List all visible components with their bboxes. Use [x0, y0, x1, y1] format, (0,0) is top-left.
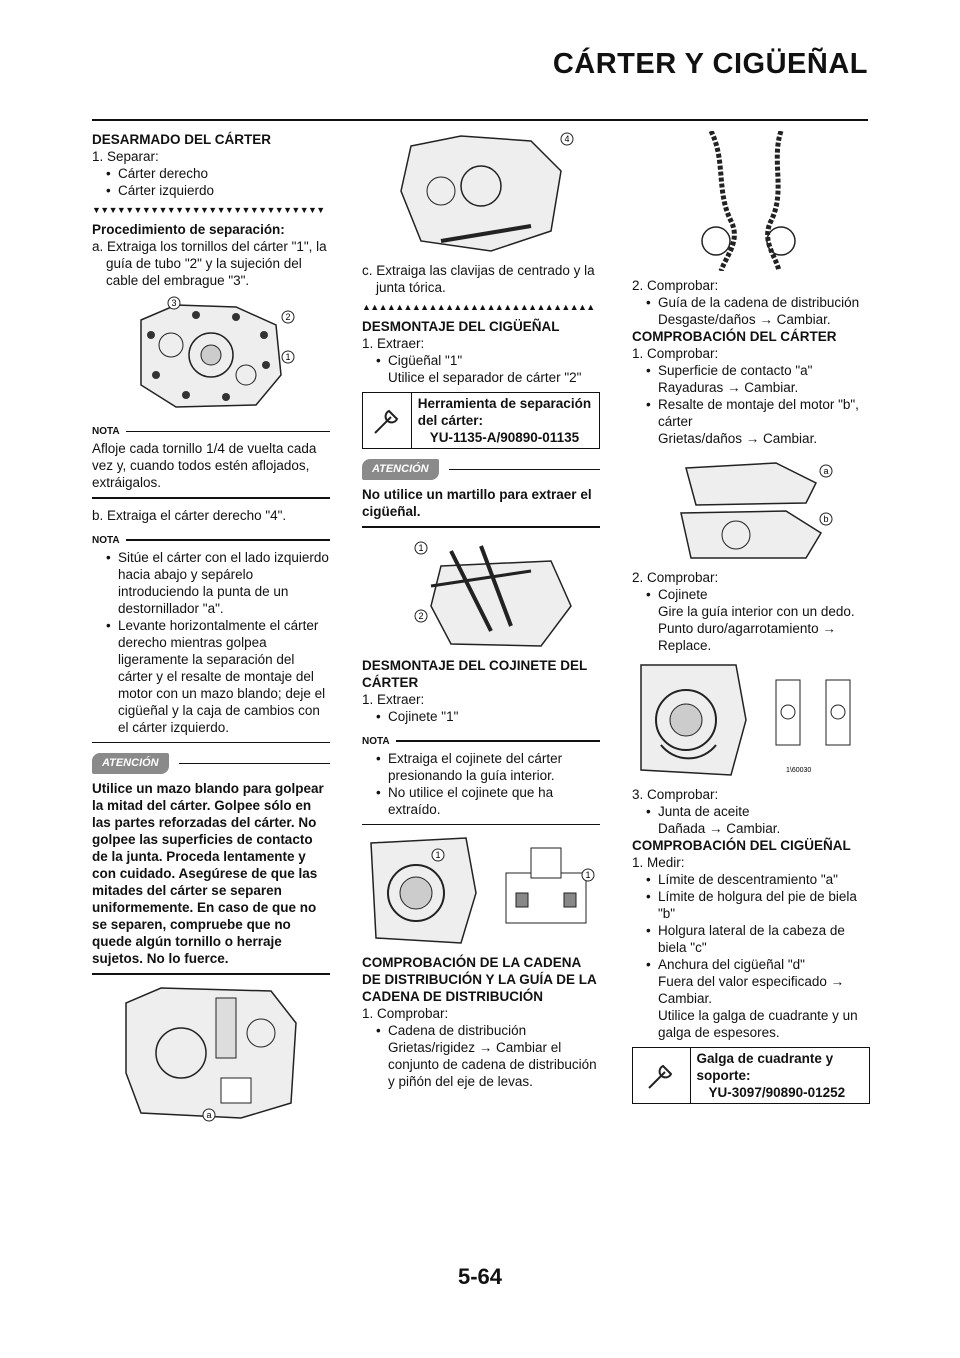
tool-code: YU-1135-A/90890-01135	[429, 430, 580, 445]
tool-name: Galga de cuadrante y soporte:	[696, 1051, 834, 1083]
callout-1: 1	[435, 850, 441, 860]
bullet-continuation: Grietas/rigidez → Cambiar el conjunto de cadena de distribución y piñón del eje de levas.	[388, 1040, 597, 1089]
bullet-continuation: Fuera del valor especificado → Cambiar.	[658, 974, 845, 1006]
crankcase-bolts-figure	[116, 295, 306, 415]
tool-code: YU-3097/90890-01252	[708, 1085, 846, 1100]
attention-end-rule	[362, 526, 600, 528]
callout-b: b	[823, 514, 829, 524]
step: a. Extraiga los tornillos del cárter "1", la guía de tubo "2" y la sujeción del cable del embrague "3".	[92, 239, 327, 288]
crankcase-figure-4	[381, 131, 581, 256]
attention-end-rule	[92, 973, 330, 975]
bullet-item: • Holgura lateral de la cabeza de biela "c"	[632, 922, 870, 956]
step: c. Extraiga las clavijas de centrado y la junta tórica.	[362, 263, 595, 295]
bullet-item: • Resalte de montaje del motor "b", cárter	[632, 396, 870, 430]
procedure-start-marker: ▼▼▼▼▼▼▼▼▼▼▼▼▼▼▼▼▼▼▼▼▼▼▼▼▼▼▼▼	[92, 205, 325, 215]
bullet-item: • Cojinete "1"	[362, 708, 600, 725]
bullet-continuation: Grietas/daños → Cambiar.	[658, 431, 818, 446]
bullet-item: • Anchura del cigüeñal "d"	[632, 956, 870, 973]
crankcase-separation-figure	[121, 983, 301, 1123]
step: 2. Comprobar:	[632, 570, 719, 585]
bullet-item: • Guía de la cadena de distribución	[632, 294, 870, 311]
bullet-item: • Límite de descentramiento "a"	[632, 871, 870, 888]
step: 3. Comprobar:	[632, 787, 719, 802]
callout-1: 1	[285, 352, 291, 362]
procedure-end-marker: ▲▲▲▲▲▲▲▲▲▲▲▲▲▲▲▲▲▲▲▲▲▲▲▲▲▲▲▲	[362, 302, 595, 312]
figure-code: 1\60030	[786, 767, 812, 774]
section-heading: COMPROBACIÓN DEL CIGÜEÑAL	[632, 838, 851, 853]
bullet-item: • Cadena de distribución	[362, 1022, 600, 1039]
wrench-icon	[369, 403, 405, 439]
step: 1. Comprobar:	[632, 346, 719, 361]
callout-1: 1	[585, 870, 591, 880]
callout-4: 4	[564, 134, 570, 144]
attention-header	[92, 753, 330, 774]
note-end-rule	[92, 497, 330, 499]
callout-2: 2	[418, 610, 424, 621]
section-heading: DESMONTAJE DEL COJINETE DEL CÁRTER	[362, 657, 588, 690]
note-bullet: • No utilice el cojinete que ha extraído.	[362, 784, 600, 818]
bearing-check-figure	[636, 660, 866, 780]
step: 1. Comprobar:	[362, 1006, 449, 1021]
callout-2: 2	[285, 312, 291, 322]
column-3	[632, 131, 870, 1110]
step: b. Extraiga el cárter derecho "4".	[92, 507, 287, 523]
step: 2. Comprobar:	[632, 278, 719, 293]
bullet-item: • Límite de holgura del pie de biela "b"	[632, 888, 870, 922]
section-heading: COMPROBACIÓN DE LA CADENA DE DISTRIBUCIÓN Y LA GUÍA DE LA CADENA DE DISTRIBUCIÓN	[362, 955, 597, 1004]
tool-name: Herramienta de separación del cárter:	[417, 396, 592, 428]
crankshaft-separator-figure	[381, 536, 581, 651]
bullet-continuation: Gire la guía interior con un dedo. Punto duro/agarrotamiento → Replace.	[658, 604, 855, 653]
attention-badge: ATENCIÓN	[92, 753, 169, 774]
bullet-item: • Junta de aceite	[632, 803, 870, 820]
attention-text: Utilice un mazo blando para golpear la mitad del cárter. Golpee sólo en las partes reforzadas del cárter. No golpee las superficies de contacto de la junta. Proceda lentamente y con cuidado. Asegúrese de que las mitades del cárter se separen uniformemente. En caso de que no se separen, compruebe que no quede algún tornillo o herraje sujetos. No lo fuerce.	[92, 781, 324, 966]
column-2	[362, 131, 600, 1090]
step: 1. Separar:	[92, 149, 159, 164]
note-header: NOTA	[92, 532, 330, 549]
procedure-heading: Procedimiento de separación:	[92, 222, 285, 237]
page-number: 5-64	[457, 1264, 503, 1289]
section-heading: DESMONTAJE DEL CIGÜEÑAL	[362, 319, 560, 334]
attention-text: No utilice un martillo para extraer el cigüeñal.	[362, 487, 592, 519]
bullet-continuation: Utilice la galga de cuadrante y un galga de espesores.	[658, 1008, 858, 1040]
bullet-item: • Superficie de contacto "a"	[632, 362, 870, 379]
bullet-continuation: Rayaduras → Cambiar.	[658, 380, 799, 395]
timing-chain-figure	[671, 131, 831, 271]
bullet-item: • Cigüeñal "1"	[362, 352, 600, 369]
section-heading: DESARMADO DEL CÁRTER	[92, 132, 272, 147]
tool-box	[632, 1047, 870, 1104]
bullet-continuation: Utilice el separador de cárter "2"	[388, 370, 582, 385]
wrench-icon	[643, 1058, 679, 1094]
bullet-continuation: Desgaste/daños → Cambiar.	[658, 312, 831, 327]
callout-a: a	[206, 1109, 212, 1120]
step: 1. Extraer:	[362, 336, 425, 351]
note-header: NOTA	[362, 733, 600, 750]
note-end-rule	[362, 824, 600, 826]
header-rule	[92, 119, 868, 121]
note-end-rule	[92, 742, 330, 744]
crankcase-inspection-figure	[666, 453, 836, 563]
bullet-item: • Cárter izquierdo	[92, 182, 330, 199]
callout-1: 1	[418, 542, 424, 553]
step: 1. Extraer:	[362, 691, 425, 707]
note-bullet: • Sitúe el cárter con el lado izquierdo hacia abajo y sepárelo introduciendo la punta de un destornillador "a".	[92, 549, 330, 617]
callout-a: a	[823, 466, 829, 476]
bearing-removal-figure	[366, 833, 596, 948]
callout-3: 3	[171, 298, 177, 308]
note-header: NOTA	[92, 423, 330, 440]
bullet-item: • Cojinete	[632, 586, 870, 603]
column-1	[92, 131, 330, 1129]
tool-box	[362, 392, 600, 449]
section-heading: COMPROBACIÓN DEL CÁRTER	[632, 329, 837, 344]
attention-badge: ATENCIÓN	[362, 459, 439, 480]
bullet-continuation: Dañada → Cambiar.	[658, 821, 781, 836]
step: 1. Medir:	[632, 855, 685, 870]
note-text: Afloje cada tornillo 1/4 de vuelta cada vez y, cuando todos estén aflojados, extráigalos.	[92, 441, 317, 490]
bullet-item: • Cárter derecho	[92, 165, 330, 182]
note-bullet: • Levante horizontalmente el cárter derecho mientras golpea ligeramente la separación del cárter y el resalte de montaje del motor con un mazo blando; deje el cigüeñal y la caja de cambios con el cárter izquierdo.	[92, 617, 330, 736]
attention-header	[362, 459, 600, 480]
page-title: CÁRTER Y CIGÜEÑAL	[552, 48, 868, 80]
note-bullet: • Extraiga el cojinete del cárter presionando la guía interior.	[362, 750, 600, 784]
